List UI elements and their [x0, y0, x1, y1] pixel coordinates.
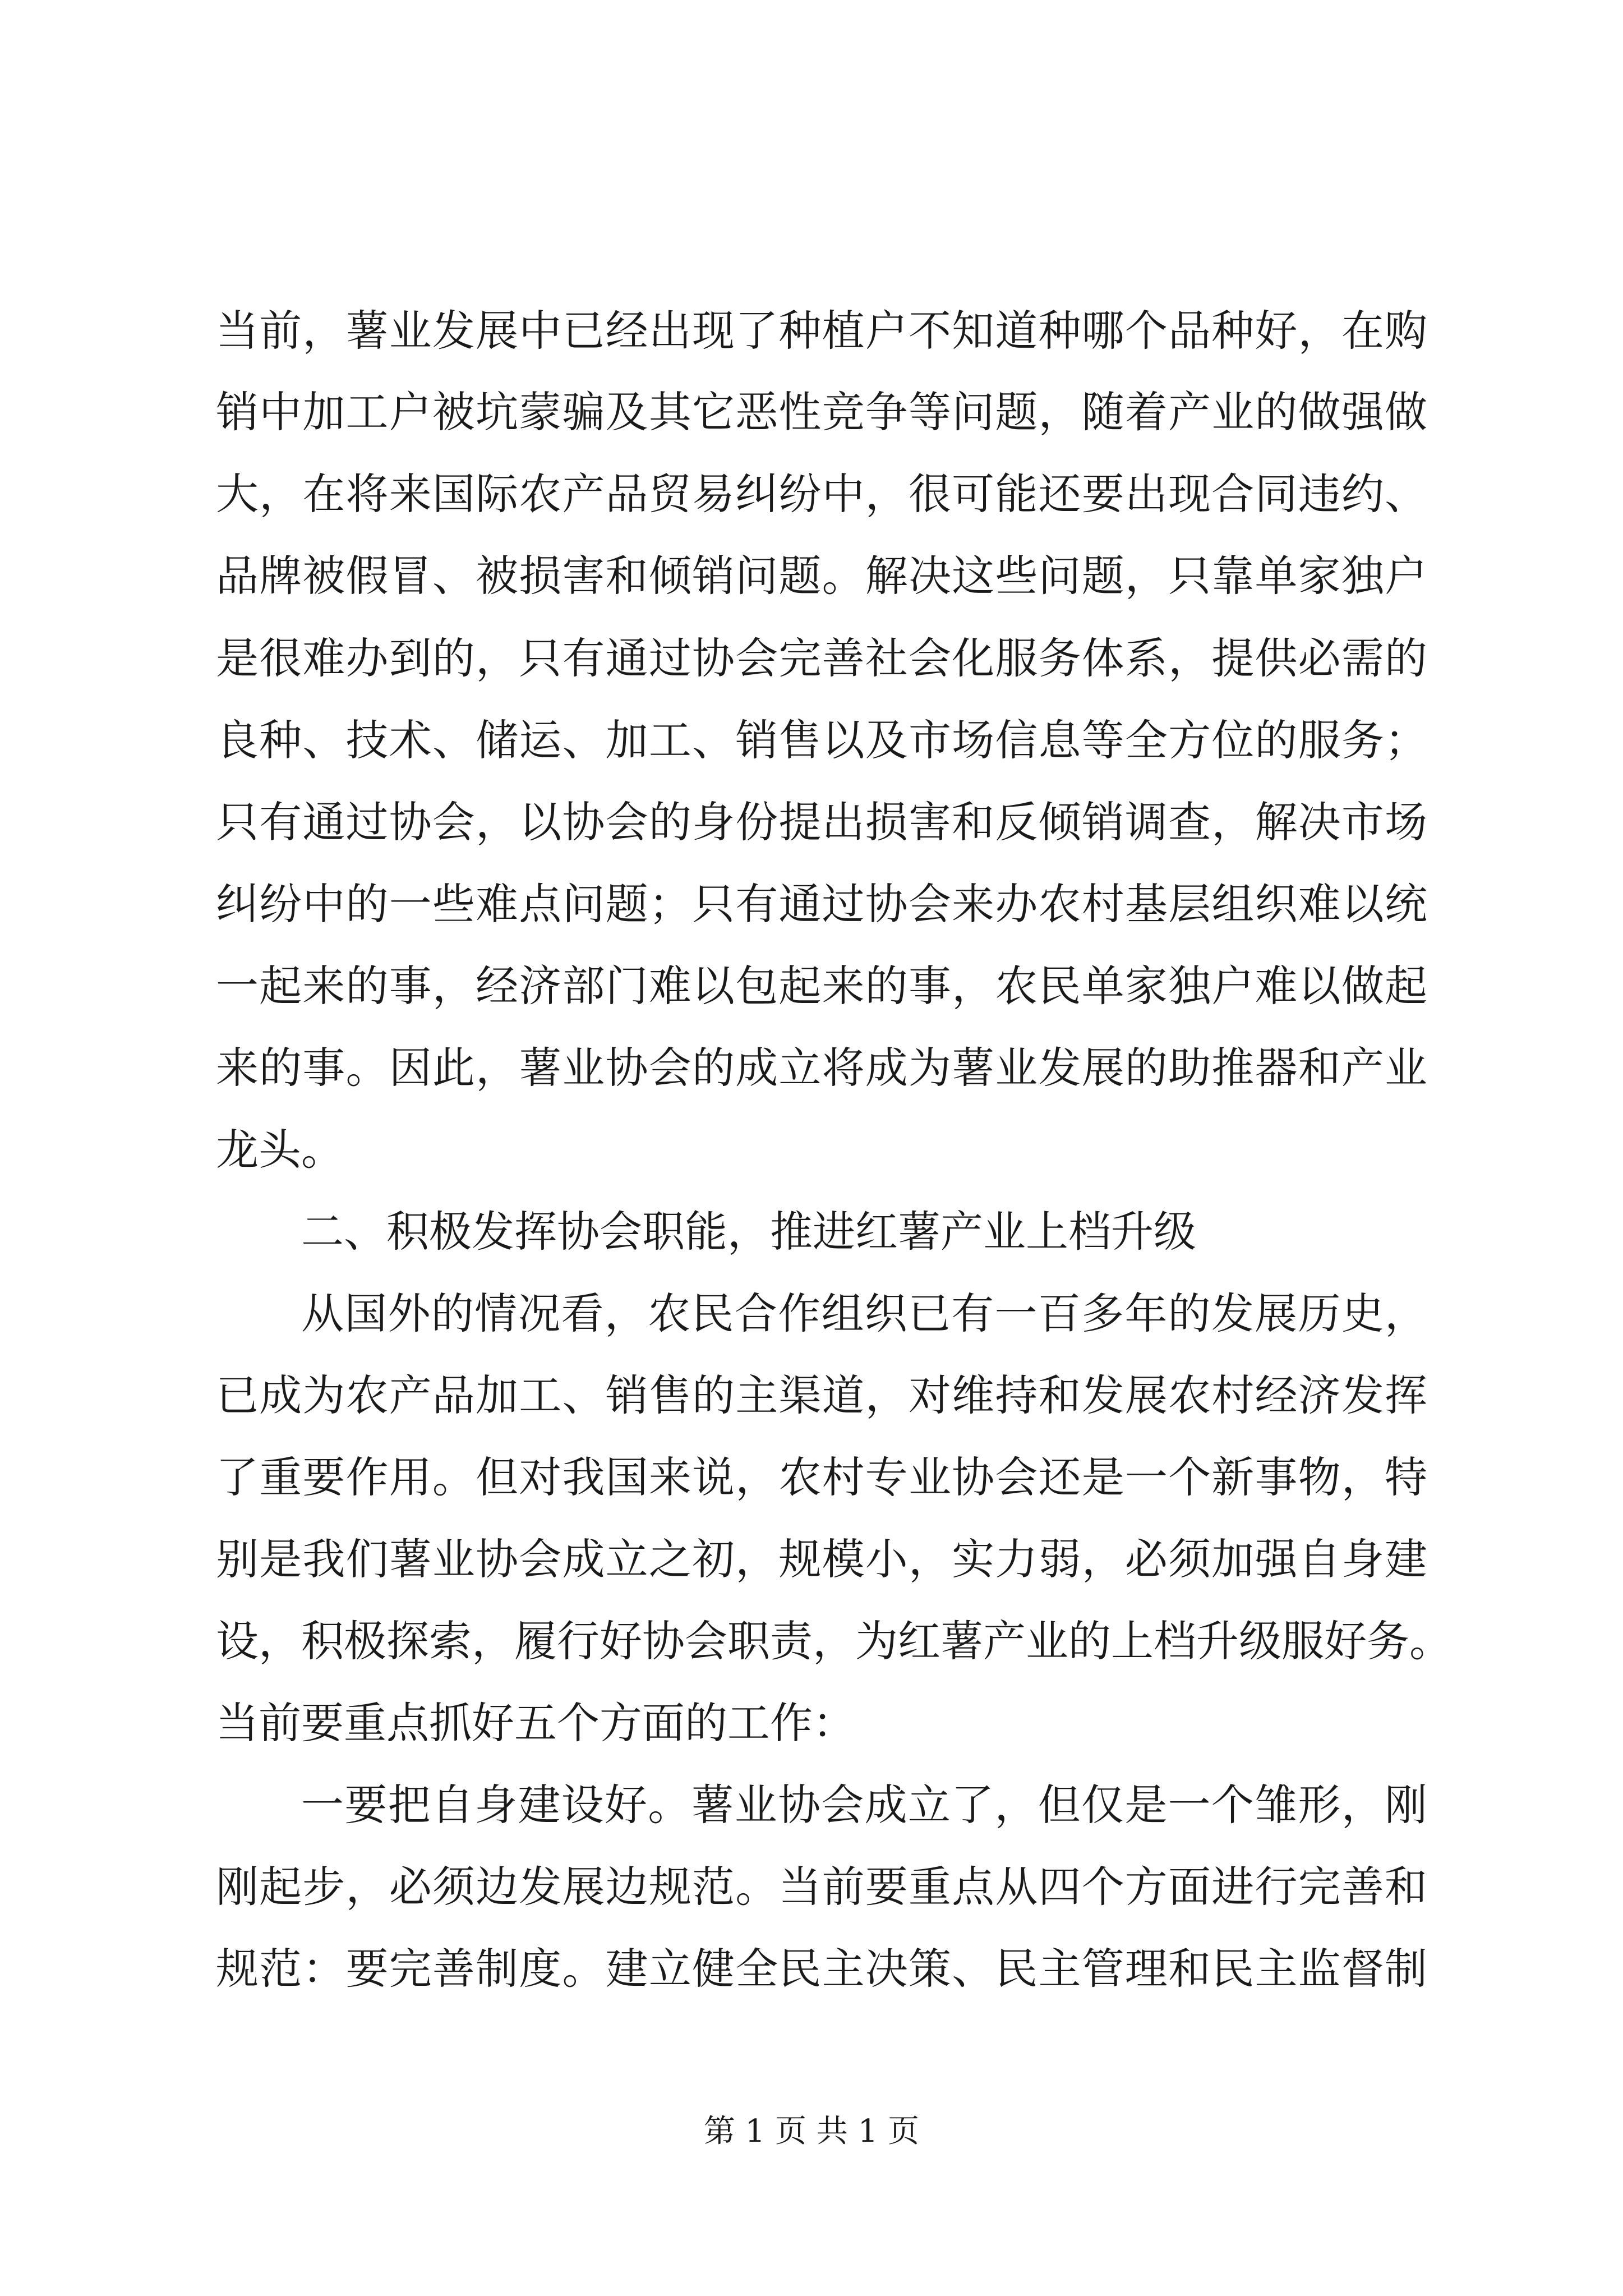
- text-line: 刚起步，必须边发展边规范。当前要重点从四个方面进行完善和: [216, 1862, 1427, 1912]
- text-line: 来的事。因此，薯业协会的成立将成为薯业发展的助推器和产业: [216, 1043, 1427, 1093]
- text-line: 纠纷中的一些难点问题；只有通过协会来办农村基层组织难以统: [216, 879, 1427, 929]
- text-line: 大，在将来国际农产品贸易纠纷中，很可能还要出现合同违约、: [216, 469, 1427, 519]
- text-line: 一起来的事，经济部门难以包起来的事，农民单家独户难以做起: [216, 961, 1427, 1011]
- text-line: 销中加工户被坑蒙骗及其它恶性竞争等问题，随着产业的做强做: [216, 387, 1427, 437]
- text-line: 设，积极探索，履行好协会职责，为红薯产业的上档升级服好务。: [216, 1616, 1452, 1666]
- section-heading: 二、积极发挥协会职能，推进红薯产业上档升级: [301, 1207, 1196, 1257]
- text-line: 别是我们薯业协会成立之初，规模小，实力弱，必须加强自身建: [216, 1534, 1427, 1584]
- text-line: 只有通过协会，以协会的身份提出损害和反倾销调查，解决市场: [216, 797, 1427, 847]
- text-line: 从国外的情况看，农民合作组织已有一百多年的发展历史，: [301, 1289, 1427, 1338]
- text-line: 良种、技术、储运、加工、销售以及市场信息等全方位的服务；: [216, 715, 1427, 765]
- text-line: 一要把自身建设好。薯业协会成立了，但仅是一个雏形，刚: [301, 1780, 1427, 1830]
- text-line: 当前要重点抓好五个方面的工作：: [216, 1698, 855, 1748]
- text-line: 当前，薯业发展中已经出现了种植户不知道种哪个品种好，在购: [216, 306, 1427, 356]
- page-number-footer: 第 1 页 共 1 页: [703, 2113, 920, 2150]
- text-line: 是很难办到的，只有通过协会完善社会化服务体系，提供必需的: [216, 633, 1427, 683]
- text-line: 品牌被假冒、被损害和倾销问题。解决这些问题，只靠单家独户: [216, 551, 1427, 601]
- text-line: 龙头。: [216, 1125, 344, 1175]
- text-line: 规范：要完善制度。建立健全民主决策、民主管理和民主监督制: [216, 1944, 1427, 1994]
- text-line: 了重要作用。但对我国来说，农村专业协会还是一个新事物，特: [216, 1452, 1427, 1502]
- text-line: 已成为农产品加工、销售的主渠道，对维持和发展农村经济发挥: [216, 1370, 1427, 1420]
